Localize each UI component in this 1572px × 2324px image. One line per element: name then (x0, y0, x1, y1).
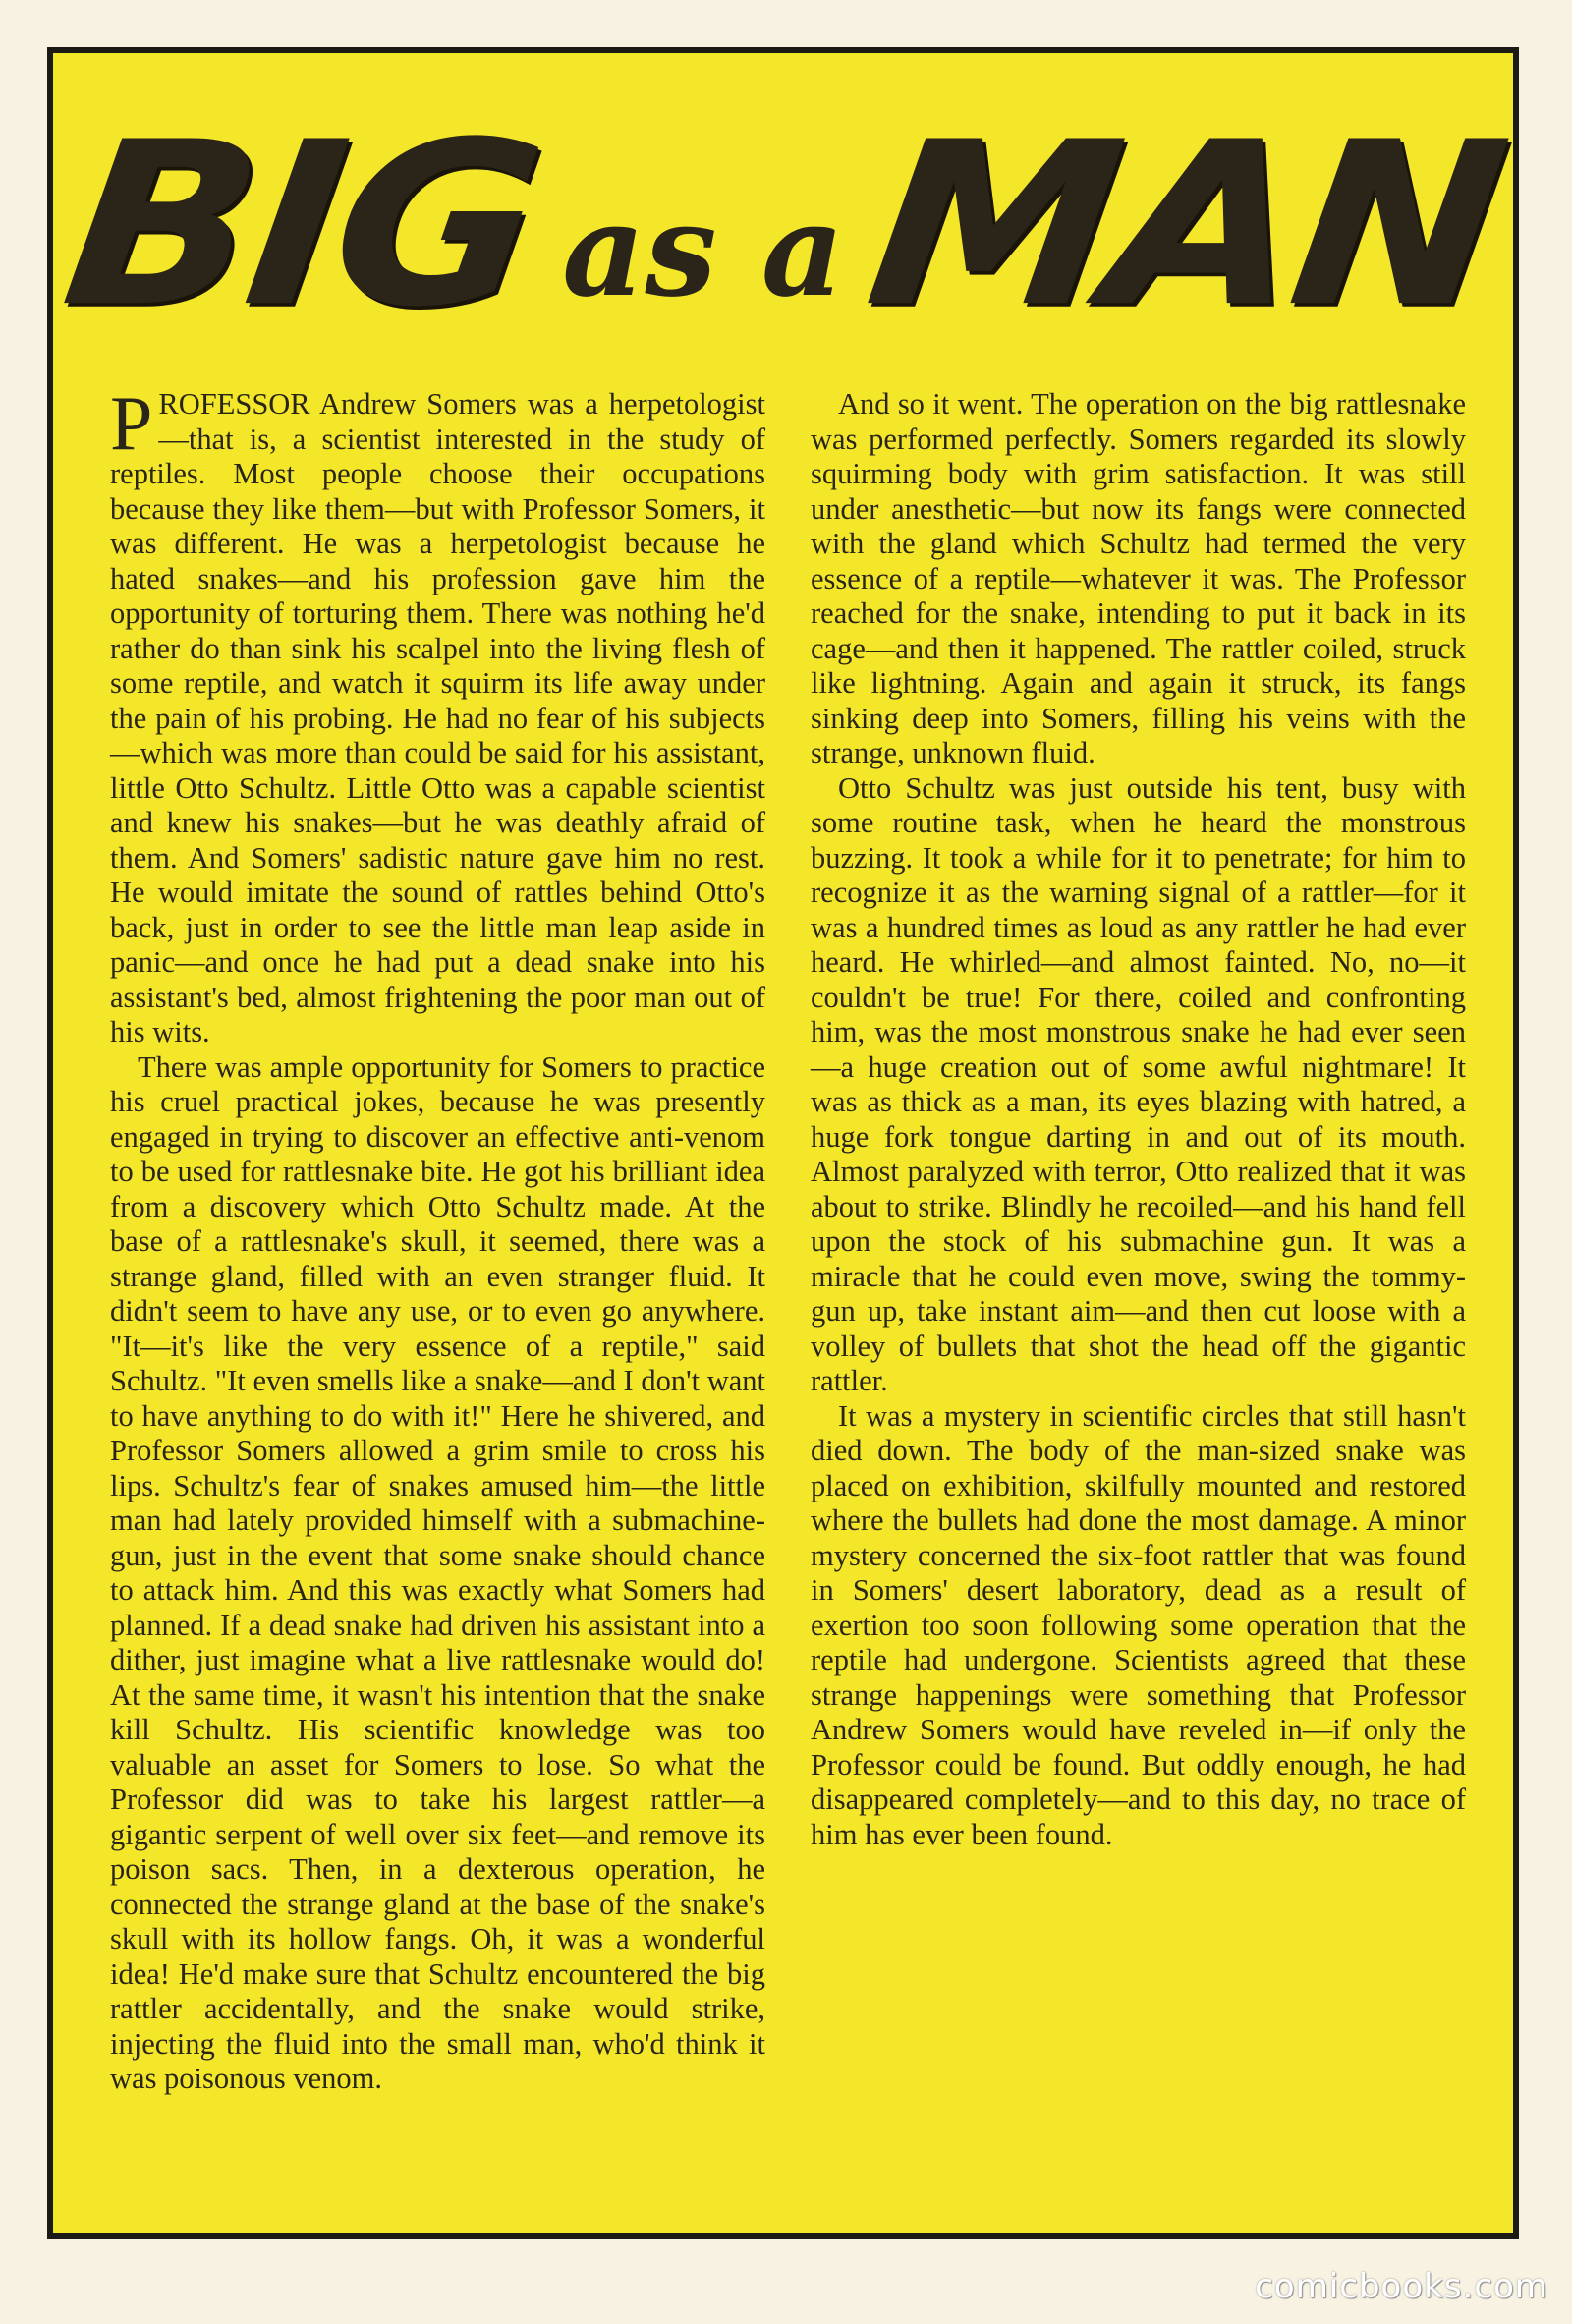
column-right (811, 387, 1466, 2235)
column-left (110, 380, 765, 2235)
title-word-as-a: as a (562, 175, 845, 325)
title-word-man: MAN (855, 92, 1515, 357)
paragraph-1-text: ROFESSOR Andrew Somers was a herpetologist—that is, a scientist interested in the study of reptiles. Most people choose their occupations because they like them—but with Professor Somers, it was different. He was a herpetologist because he hated snakes—and his profession gave him the opportunity of torturing them. There was nothing he'd rather do than sink his scalpel into the living flesh of some reptile, and watch it squirm its life away under the pain of his probing. He had no fear of his subjects—which was more than could be said for his assistant, little Otto Schultz. Little Otto was a capable scientist and knew his snakes—but he was deathly afraid of them. And Somers' sadistic nature gave him no rest. He would imitate the sound of rattles behind Otto's back, just in order to see the little man leap aside in panic—and once he had put a dead snake into his assistant's bed, almost frightening the poor man out of his wits. (110, 387, 765, 1049)
paragraph-1 (110, 380, 765, 1050)
drop-cap: P (110, 380, 153, 466)
title-word-big: BIG (51, 92, 552, 357)
site-watermark: comicbooks.com (1255, 2267, 1548, 2306)
story-panel (47, 47, 1519, 2239)
paragraph-4: Otto Schultz was just outside his tent, busy with some routine task, when he heard the monstrous buzzing. It took a while for it to penetrate; for him to recognize it as the warning signal of a rattler—for it was a hundred times as loud as any rattler he had ever heard. He whirled—and almost fainted. No, no—it couldn't be true! For there, coiled and confronting him, was the most monstrous snake he had ever seen—a huge creation out of some awful nightmare! It was as thick as a man, its eyes blazing with hatred, a huge fork tongue darting in and out of its mouth. Almost paralyzed with terror, Otto realized that it was about to strike. Blindly he recoiled—and his hand fell upon the stock of his submachine gun. It was a miracle that he could even move, swing the tommy-gun up, take instant aim—and then cut loose with a volley of bullets that shot the head off the gigantic rattler. (811, 770, 1466, 1397)
paragraph-3: And so it went. The operation on the big rattlesnake was performed perfectly. Somers regarded its slowly squirming body with grim satisfaction. It was still under anesthetic—but now its fangs were connected with the gland which Schultz had termed the very essence of a reptile—whatever it was. The Professor reached for the snake, intending to put it back in its cage—and then it happened. The rattler coiled, struck like lightning. Again and again it struck, its fangs sinking deep into Somers, filling his veins with the strange, unknown fluid. (811, 387, 1466, 769)
story-title (51, 92, 1515, 357)
story-body (110, 380, 1466, 2235)
paragraph-2: There was ample opportunity for Somers to practice his cruel practical jokes, because he was presently engaged in trying to discover an effective anti-venom to be used for rattlesnake bite. He got his brilliant idea from a discovery which Otto Schultz made. At the base of a rattlesnake's skull, it seemed, there was a strange gland, filled with an even stranger fluid. It didn't seem to have any use, or to even go anywhere. "It—it's like the very essence of a reptile," said Schultz. "It even smells like a snake—and I don't want to have anything to do with it!" Here he shivered, and Professor Somers allowed a grim smile to cross his lips. Schultz's fear of snakes amused him—the little man had lately provided himself with a submachine-gun, just in the event that some snake should chance to attack him. And this was exactly what Somers had planned. If a dead snake had driven his assistant into a dither, just imagine what a live rattlesnake would do! At the same time, it wasn't his intention that the snake kill Schultz. His scientific knowledge was too valuable an asset for Somers to lose. So what the Professor did was to take his largest rattler—a gigantic serpent of well over six feet—and remove its poison sacs. Then, in a dexterous operation, he connected the strange gland at the base of the snake's skull with its hollow fangs. Oh, it was a wonderful idea! He'd make sure that Schultz encountered the big rattler accidentally, and the snake would strike, injecting the fluid into the small man, who'd think it was poisonous venom. (110, 1049, 765, 2095)
paragraph-5: It was a mystery in scientific circles that still hasn't died down. The body of the man-sized snake was placed on exhibition, skilfully mounted and restored where the bullets had done the most damage. A minor mystery concerned the six-foot rattler that was found in Somers' desert laboratory, dead as a result of exertion too soon following some operation that the reptile had undergone. Scientists agreed that these strange happenings were something that Professor Andrew Somers would have reveled in—if only the Professor could be found. But oddly enough, he had disappeared completely—and to this day, no trace of him has ever been found. (811, 1398, 1466, 1851)
